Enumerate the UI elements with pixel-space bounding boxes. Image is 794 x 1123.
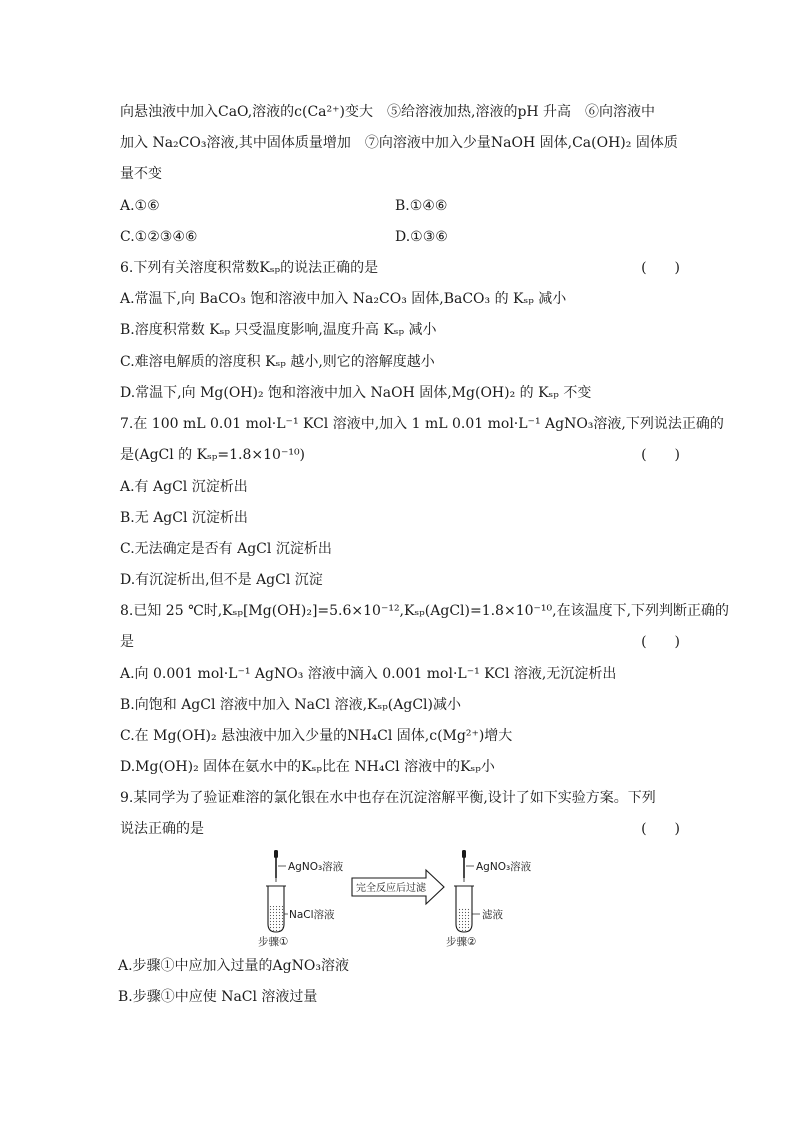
q7-option-d: D.有沉淀析出,但不是 AgCl 沉淀	[120, 572, 323, 588]
q8-option-c: C.在 Mg(OH)₂ 悬浊液中加入少量的NH₄Cl 固体,c(Mg²⁺)增大	[120, 728, 513, 744]
q9-option-b: B.步骤①中应使 NaCl 溶液过量	[118, 989, 318, 1005]
dropper-icon	[274, 850, 278, 882]
q8-stem-text: 是	[120, 634, 134, 650]
q5-option-b: B.①④⑥	[395, 198, 448, 214]
q5-option-c: C.①②③④⑥	[120, 229, 198, 245]
solution-label-2: 滤液	[482, 909, 503, 921]
q9-stem-line-2	[120, 818, 680, 840]
q6-option-d: D.常温下,向 Mg(OH)₂ 饱和溶液中加入 NaOH 固体,Mg(OH)₂ 的 Kₛₚ 不变	[120, 385, 592, 401]
test-tube-icon	[266, 886, 286, 932]
q5-option-a: A.①⑥	[120, 198, 160, 214]
q8-option-d: D.Mg(OH)₂ 固体在氨水中的Kₛₚ比在 NH₄Cl 溶液中的Kₛₚ小	[120, 759, 495, 775]
q9-stem-text: 说法正确的是	[120, 821, 204, 837]
q5-line-3: 量不变	[120, 166, 162, 182]
arrow-label: 完全反应后过滤	[356, 883, 426, 894]
q8-answer-paren: ( )	[641, 634, 680, 650]
q7-stem-text: 是(AgCl 的 Kₛₚ=1.8×10⁻¹⁰)	[120, 447, 306, 463]
q9-answer-paren: ( )	[641, 821, 680, 837]
solution-label-1: NaCl溶液	[289, 909, 335, 921]
q6-answer-paren: ( )	[641, 260, 680, 276]
q9-option-a: A.步骤①中应加入过量的AgNO₃溶液	[118, 958, 349, 974]
experiment-figure	[248, 848, 548, 948]
q8-option-b: B.向饱和 AgCl 溶液中加入 NaCl 溶液,Kₛₚ(AgCl)减小	[120, 697, 461, 713]
q9-stem-line-1: 9.某同学为了验证难溶的氯化银在水中也存在沉淀溶解平衡,设计了如下实验方案。下列	[120, 790, 656, 806]
test-tube-icon	[454, 886, 474, 932]
q8-option-a: A.向 0.001 mol·L⁻¹ AgNO₃ 溶液中滴入 0.001 mol·L⁻¹ KCl 溶液,无沉淀析出	[120, 666, 617, 682]
q5-line-1: 向悬浊液中加入CaO,溶液的c(Ca²⁺)变大 ⑤给溶液加热,溶液的pH 升高 ⑥向溶液中	[120, 104, 656, 120]
q8-stem-line-2	[120, 631, 680, 653]
q7-answer-paren: ( )	[641, 447, 680, 463]
q7-stem-line-2	[120, 444, 680, 466]
q6-stem	[120, 257, 680, 279]
q5-option-d: D.①③⑥	[395, 229, 448, 245]
q6-option-c: C.难溶电解质的溶度积 Kₛₚ 越小,则它的溶解度越小	[120, 354, 435, 370]
step-label-2: 步骤②	[446, 936, 477, 948]
q6-option-b: B.溶度积常数 Kₛₚ 只受温度影响,温度升高 Kₛₚ 减小	[120, 322, 437, 338]
step-label-1: 步骤①	[258, 936, 289, 948]
q7-option-a: A.有 AgCl 沉淀析出	[120, 479, 248, 495]
q8-stem-line-1: 8.已知 25 ℃时,Kₛₚ[Mg(OH)₂]=5.6×10⁻¹²,Kₛₚ(AgCl)=1.8×10⁻¹⁰,在该温度下,下列判断正确的	[120, 603, 730, 619]
q7-stem-line-1: 7.在 100 mL 0.01 mol·L⁻¹ KCl 溶液中,加入 1 mL 0.01 mol·L⁻¹ AgNO₃溶液,下列说法正确的	[120, 416, 724, 432]
dropper-icon	[462, 850, 466, 882]
reagent-label-1: AgNO₃溶液	[288, 861, 344, 873]
q6-stem-text: 6.下列有关溶度积常数Kₛₚ的说法正确的是	[120, 260, 379, 276]
reagent-label-2: AgNO₃溶液	[476, 861, 532, 873]
q6-option-a: A.常温下,向 BaCO₃ 饱和溶液中加入 Na₂CO₃ 固体,BaCO₃ 的 Kₛₚ 减小	[120, 291, 567, 307]
q7-option-c: C.无法确定是否有 AgCl 沉淀析出	[120, 541, 332, 557]
q5-line-2: 加入 Na₂CO₃溶液,其中固体质量增加 ⑦向溶液中加入少量NaOH 固体,Ca(OH)₂ 固体质	[120, 135, 678, 151]
q7-option-b: B.无 AgCl 沉淀析出	[120, 510, 248, 526]
